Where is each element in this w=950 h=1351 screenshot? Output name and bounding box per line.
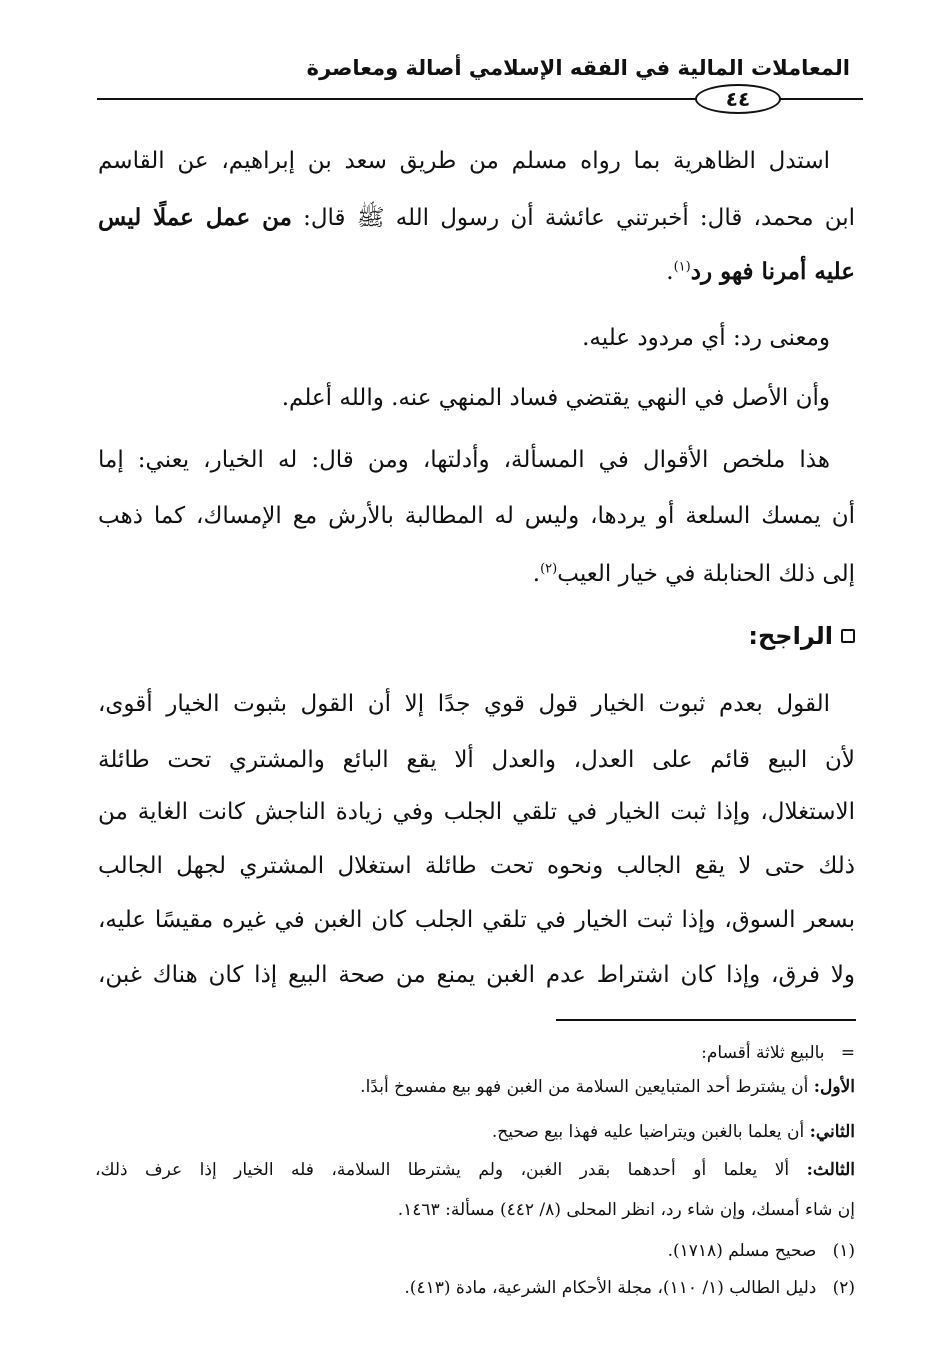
body-line: أن يمسك السلعة أو يردها، وليس له المطالبة بالأرش مع الإمساك، كما ذهب bbox=[98, 503, 855, 529]
footnote-text: بالبيع ثلاثة أقسام: bbox=[701, 1043, 825, 1063]
body-line: استدل الظاهرية بما رواه مسلم من طريق سعد بن إبراهيم، عن القاسم bbox=[98, 148, 830, 174]
body-text: إلى ذلك الحنابلة في خيار العيب bbox=[557, 561, 855, 587]
footnote-number: (٢) bbox=[832, 1278, 855, 1298]
footnote-text: صحيح مسلم (١٧١٨). bbox=[667, 1241, 817, 1261]
page-number: ٤٤ bbox=[695, 84, 781, 114]
running-header-title: المعاملات المالية في الفقه الإسلامي أصالة ومعاصرة bbox=[306, 56, 850, 80]
footnote-line bbox=[95, 1117, 855, 1147]
footnote-number: (١) bbox=[832, 1241, 855, 1261]
body-line: الاستغلال، وإذا ثبت الخيار في تلقي الجلب وفي زيادة الناجش كانت الغاية من bbox=[98, 799, 855, 825]
body-line: ومعنى رد: أي مردود عليه. bbox=[582, 325, 830, 351]
header-rule bbox=[780, 98, 863, 100]
section-heading bbox=[748, 622, 855, 650]
body-line: هذا ملخص الأقوال في المسألة، وأدلتها، ومن قال: له الخيار، يعني: إما bbox=[98, 447, 830, 473]
body-text: . bbox=[666, 259, 674, 285]
body-line bbox=[98, 252, 855, 292]
footnote-text: أن يعلما بالغبن ويتراضيا عليه فهذا بيع صحيح. bbox=[491, 1122, 805, 1142]
continuation-mark: = bbox=[840, 1043, 855, 1063]
section-heading-text: الراجح: bbox=[748, 622, 833, 650]
footnote-text: دليل الطالب (١/ ١١٠)، مجلة الأحكام الشرعية، مادة (٤١٣). bbox=[404, 1278, 817, 1298]
body-text: ابن محمد، قال: أخبرتني عائشة أن رسول الله ﷺ قال: bbox=[303, 205, 855, 231]
footnote-line bbox=[95, 1038, 855, 1068]
footnote-ref: (١) bbox=[673, 259, 691, 275]
footnote-line bbox=[95, 1236, 855, 1266]
footnote-line: إن شاء أمسك، وإن شاء رد، انظر المحلى (٨/ ٤٤٢) مسألة: ١٤٦٣. bbox=[397, 1200, 855, 1220]
body-line: لأن البيع قائم على العدل، والعدل ألا يقع البائع والمشتري تحت طائلة bbox=[98, 747, 855, 773]
body-line: بسعر السوق، وإذا ثبت الخيار في تلقي الجلب كان الغبن في غيره مقيسًا عليه، bbox=[98, 907, 855, 933]
footnote-line bbox=[95, 1155, 855, 1185]
footnote-label: الثاني: bbox=[809, 1122, 855, 1142]
footnote-label: الثالث: bbox=[806, 1160, 855, 1180]
body-line: ولا فرق، وإذا كان اشتراط عدم الغبن يمنع من صحة البيع إذا كان هناك غبن، bbox=[98, 962, 855, 988]
footnote-text: أن يشترط أحد المتبايعين السلامة من الغبن فهو بيع مفسوخ أبدًا. bbox=[360, 1077, 809, 1097]
footnote-ref: (٢) bbox=[540, 561, 558, 577]
footnote-label: الأول: bbox=[813, 1077, 855, 1097]
body-text: . bbox=[532, 561, 541, 587]
footnote-line bbox=[95, 1273, 855, 1303]
hadith-text: من عمل عملًا ليس bbox=[98, 204, 292, 231]
body-line: وأن الأصل في النهي يقتضي فساد المنهي عنه. والله أعلم. bbox=[281, 385, 830, 411]
checkbox-square-icon bbox=[841, 629, 855, 643]
body-line bbox=[98, 198, 855, 238]
body-line bbox=[98, 554, 855, 594]
footnote-text: ألا يعلما أو أحدهما بقدر الغبن، ولم يشترطا السلامة، فله الخيار إذا عرف ذلك، bbox=[95, 1160, 790, 1180]
body-line: ذلك حتى لا يقع الجالب ونحوه تحت طائلة استغلال المشتري لجهل الجالب bbox=[98, 853, 855, 879]
footnote-separator bbox=[556, 1019, 856, 1021]
header-rule bbox=[97, 98, 697, 100]
footnote-line bbox=[95, 1072, 855, 1102]
hadith-text: عليه أمرنا فهو رد bbox=[690, 258, 855, 285]
body-line: القول بعدم ثبوت الخيار قول قوي جدًا إلا أن القول بثبوت الخيار أقوى، bbox=[98, 691, 830, 717]
